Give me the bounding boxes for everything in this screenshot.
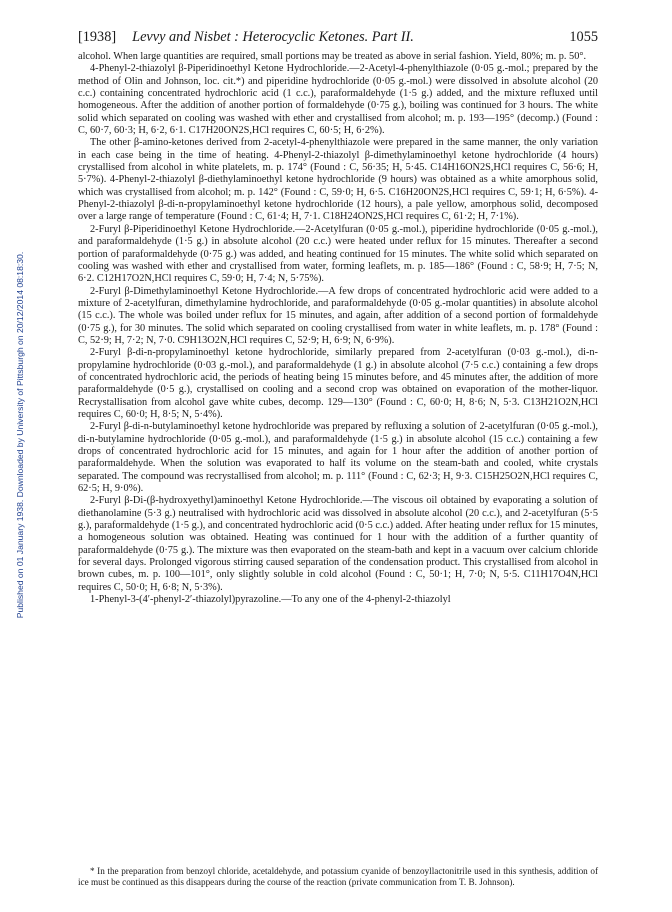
paragraph: 2-Furyl β-di-n-butylaminoethyl ketone hydrochloride was prepared by refluxing a solution of 2-acetylfuran (0·05 g.-mol.), di-n-butylamine hydrochloride (0·05 g.-mol.), and paraformaldehyde (1·5 g.) in absolute alcohol (15 c.c.) containing a few drops of concentrated hydrochloric acid for 15 minutes, and again for 1 hour after the addition of another portion of paraformaldehyde. When the solution was evaporated to half its volume on the steam-bath and cooled, white crystals separated. The compound was recrystallised from alcohol; m. p. 111° (Found : C, 62·3; H, 9·3. C15H25O2N,HCl requires C, 62·5; H, 9·0%). — [78, 421, 598, 495]
paragraph: 2-Furyl β-di-n-propylaminoethyl ketone hydrochloride, similarly prepared from 2-acetylfuran (0·03 g.-mol.), di-n-propylamine hydrochloride (0·03 g.-mol.), and paraformaldehyde (1 g.) in absolute alcohol (7·5 c.c.) containing a few drops of concentrated hydrochloric acid, the periods of heating being 15 minutes before, and 45 minutes after, the addition of more paraformaldehyde (0·5 g.), crystallised on cooling and a second crop was obtained on evaporation of the mother-liquor. Recrystallisation from alcohol gave white cubes, decomp. 129—130° (Found : C, 60·0; H, 8·6; N, 5·3. C13H21O2N,HCl requires C, 60·0; H, 8·5; N, 5·4%). — [78, 347, 598, 420]
header-year: [1938] — [78, 29, 117, 45]
paragraph: 2-Furyl β-Piperidinoethyl Ketone Hydrochloride.—2-Acetylfuran (0·05 g.-mol.), piperidine hydrochloride (0·05 g.-mol.), and paraformaldehyde (1·5 g.) in absolute alcohol (20 c.c.) were heated under reflux for 15 minutes. Thereafter a second portion of paraformaldehyde (0·75 g.) was added, and heating continued for 15 minutes. The white solid which separated on cooling was washed with ether and crystallised from water, forming leaflets, m. p. 185—186° (Found : C, 58·9; H, 7·5; N, 6·2. C12H17O2N,HCl requires C, 59·0; H, 7·4; N, 5·75%). — [78, 223, 598, 285]
paragraph: 2-Furyl β-Di-(β-hydroxyethyl)aminoethyl Ketone Hydrochloride.—The viscous oil obtained by evaporating a solution of diethanolamine (5·3 g.) neutralised with hydrochloric acid was dissolved in absolute alcohol (20 c.c.), and 2-acetylfuran (5·5 g.), paraformaldehyde (1·5 g.), and concentrated hydrochloric acid (0·5 c.c.) added. After heating under reflux for 15 minutes, a homogeneous solution was obtained. Heating was continued for 1 hour with the addition of a further quantity of paraformaldehyde (0·75 g.). The mixture was then evaporated on the steam-bath and kept in a vacuum over calcium chloride for several days. Prolonged vigorous stirring caused separation of the condensation product. This crystallised from alcohol in brown cubes, m. p. 100—101°, only slightly soluble in cold alcohol (Found : C, 50·1; H, 7·0; N, 5·5. C11H17O4N,HCl requires C, 50·0; H, 6·8; N, 5·3%). — [78, 495, 598, 593]
paragraph: 2-Furyl β-Dimethylaminoethyl Ketone Hydrochloride.—A few drops of concentrated hydrochloric acid were added to a mixture of 2-acetylfuran, dimethylamine hydrochloride, and paraformaldehyde (0·05 g.-molar quantities) in absolute alcohol (15 c.c.). The whole was boiled under reflux for 15 minutes, and again, after addition of a second portion of formaldehyde (0·75 g.), for 30 minutes. The solid which separated on cooling crystallised from water in white leaflets, m. p. 178° (Found : C, 52·9; H, 7·2; N, 7·0. C9H13O2N,HCl requires C, 52·9; H, 6·9; N, 6·9%). — [78, 285, 598, 346]
paragraph: alcohol. When large quantities are required, small portions may be treated as above in serial fashion. Yield, 80%; m. p. 50°. — [78, 51, 587, 62]
paragraph: 4-Phenyl-2-thiazolyl β-Piperidinoethyl Ketone Hydrochloride.—2-Acetyl-4-phenylthiazole (0·05 g.-mol.; prepared by the method of Olin and Johnson, loc. cit.*) and piperidine hydrochloride (0·05 g.-mol.) were dissolved in absolute alcohol (20 c.c.) containing concentrated hydrochloric acid (1 c.c.), paraformaldehyde (1·5 g.) added, and the mixture refluxed until homogeneous. After the addition of another portion of formaldehyde (0·75 g.), boiling was continued for 3 hours. The white solid which separated on cooling was washed with ether and crystallised from alcohol; m. p. 193—195° (decomp.) (Found : C, 60·7, 60·3; H, 6·2, 6·1. C17H20ON2S,HCl requires C, 60·5; H, 6·2%). — [78, 63, 598, 137]
download-notice: Published on 01 January 1938. Downloaded by University of Pittsburgh on 20/12/2014 08:18:30. — [15, 251, 25, 619]
footnote — [78, 866, 598, 888]
paragraph: 1-Phenyl-3-(4′-phenyl-2′-thiazolyl)pyrazoline.—To any one of the 4-phenyl-2-thiazolyl — [90, 594, 451, 606]
download-watermark — [0, 0, 25, 912]
footnote-text: * In the preparation from benzoyl chloride, acetaldehyde, and potassium cyanide of benzoyllactonitrile used in this synthesis, addition of ice must be continued as this disappears during the course of the reaction (private communication from T. B. Johnson). — [78, 866, 598, 887]
header-title: Levvy and Nisbet : Heterocyclic Ketones. Part II. — [132, 29, 414, 45]
page-number: 1055 — [569, 29, 598, 45]
running-header — [78, 29, 598, 47]
article-body — [78, 51, 598, 606]
paragraph: The other β-amino-ketones derived from 2-acetyl-4-phenylthiazole were prepared in the same manner, the only variation in each case being in the time of heating. 4-Phenyl-2-thiazolyl β-dimethylaminoethyl ketone hydrochloride (4 hours) crystallised from alcohol in white platelets, m. p. 174° (Found : C, 56·35; H, 5·45. C14H16ON2S,HCl requires C, 56·6; H, 5·7%). 4-Phenyl-2-thiazolyl β-diethylaminoethyl ketone hydrochloride (9 hours) was obtained as a white amorphous solid, which was crystallised from alcohol; m. p. 142° (Found : C, 59·0; H, 6·5. C16H20ON2S,HCl requires C, 59·1; H, 6·5%). 4-Phenyl-2-thiazolyl β-di-n-propylaminoethyl ketone hydrochloride (12 hours), a pale yellow, amorphous solid, decomposed over a large range of temperature (Found : C, 61·4; H, 7·1. C18H24ON2S,HCl requires C, 61·2; H, 7·1%). — [78, 137, 598, 223]
